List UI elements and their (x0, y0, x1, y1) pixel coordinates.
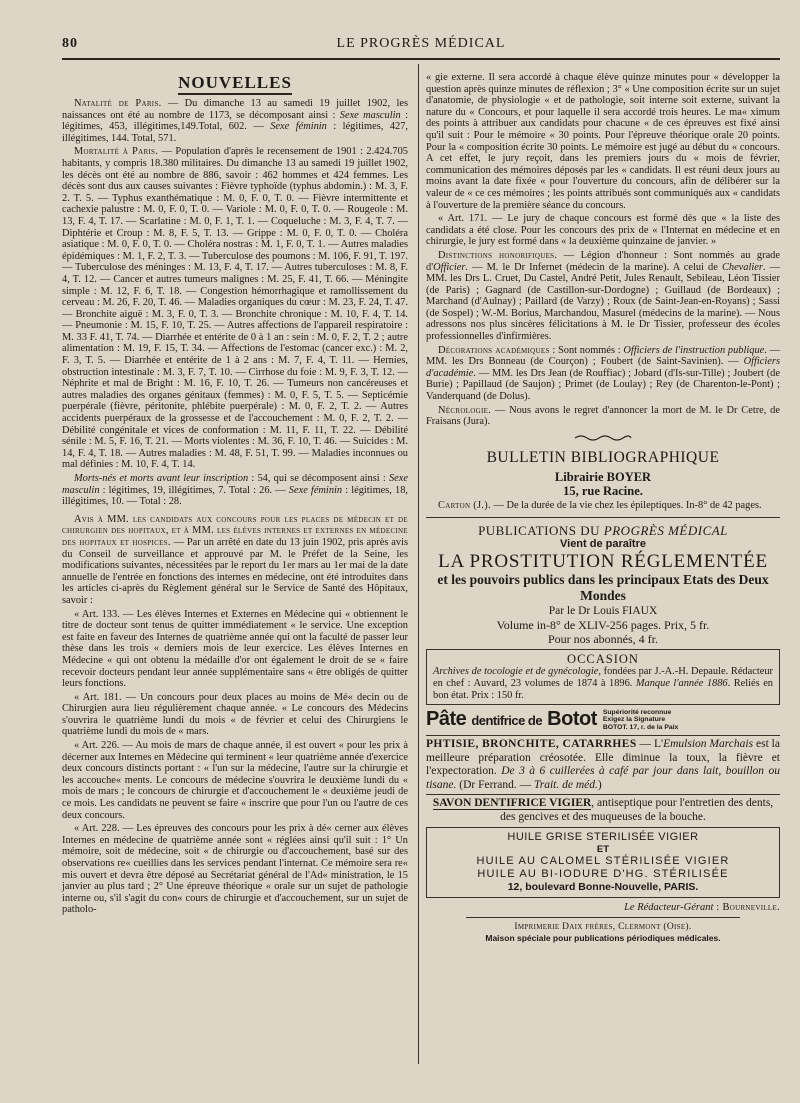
necrologie-paragraph: Nécrologie. — Nous avons le regret d'annoncer la mort de M. le Dr Cetre, de Fraisans (Jura). (426, 404, 780, 428)
article-181: « Art. 181. — Un concours pour deux places au moins de Mé« decin ou de Chirurgien aura lieu régulièrement chaque année. « Le concours des Médecins s'ouvrira le quatrième lundi du mois « de février et celui des Chirurgiens le quatrième lundi du mois de « mars. (62, 691, 408, 738)
rule (426, 794, 780, 795)
huile-line-3: HUILE AU CALOMEL STÉRILISÉE VIGIER (476, 855, 730, 867)
distinctions-paragraph: Distinctions honorifiques. — Légion d'honneur : Sont nommés au grade d'Officier. — M. le Dr Infernet (médecin de la marine). A celui de Chevalier. — MM. les Drs L. Cruet, Du Castel, André Petit, Jules Renault, Sebileau, Léon Tissier (de Paris) ; Gagnard (de Castillon-sur-Dordogne) ; Guillaud (de Bordeaux) ; Marchand (d'Aulnay) ; Paillard (de Varzy) ; Roux (de Saint-Jean-en-Royans) ; Sassi (de Sospel) ; W.-M. Borius, Marchandou, Masurel (médecins de la marine). — Nous adressons nos plus sincères félicitations à M. le Dr Tissier, professeur des écoles professionnelles d'infirmières. (426, 249, 780, 343)
imprimerie: Imprimerie Daix frères, Clermont (Oise). (514, 922, 692, 932)
occasion-box (426, 649, 780, 705)
mort-nes-paragraph: Morts-nés et morts avant leur inscription : 54, qui se décomposent ainsi : Sexe masculin : légitimes, 19, illégitimes, 7. Total : 26. — Sexe féminin : légitimes, 18, illégitimes, 10. — Total : 28. (62, 473, 409, 508)
botot-brand: Pâte dentifrice de Botot (426, 708, 597, 730)
huile-line-2: ET (596, 844, 610, 855)
avis-paragraph: Avis à MM. les candidats aux concours pour les places de médecin et de chirurgien des hopitaux, et à MM. les élèves internes et externes en médecine des hopitaux et hospices. — Par un arrêté en date du 13 juin 1902, pris après avis du Conseil de surveillance et approuvé par M. le Préfet de la Seine, les modifications suivantes, nécessitées par le report du 1er mars au 1er mai de la date annuelle de l'entrée en fonctions des internes en médecine, ont été introduites dans les articles ci-après du Règlement général sur le Service de Santé des Hôpitaux, savoir : (62, 513, 408, 606)
occasion-title: OCCASION (567, 652, 639, 666)
article-226: « Art. 226. — Au mois de mars de chaque année, il est ouvert « pour les prix à décerner aux Internes en Médecine qui terminent « leur quatrième année d'exercice deux concours distincts portant : « l'un sur la médecine, l'autre sur la chirurgie et les accouche« ments. Le concours de médecine s'ouvrira le deuxième lundi du « mois de mars ; le concours de chirurgie et d'accouchement le « deuxième jeudi de ce mois. Les candidats ne peuvent se faire « inscrire que pour l'un ou l'autre de ces deux concours. (62, 740, 408, 821)
huile-address: 12, boulevard Bonne-Nouvelle, PARIS. (507, 881, 699, 893)
ornament-icon (573, 434, 633, 442)
publications-heading: PUBLICATIONS DU PROGRÈS MÉDICAL (478, 523, 728, 538)
mortalite-paragraph: Mortalité à Paris. — Population d'après le recensement de 1901 : 2.424.705 habitants, y compris 18.380 militaires. Du dimanche 13 au samedi 19 juillet 1902, les décès ont été au nombre de 886, savoir : 462 hommes et 424 femmes. Les décès sont dus aux causes suivantes : Fièvre typhoïde (typhus abdomin.) : M. 3, F. 2. T. 5. — Typhus exanthématique : M. 0, F. 0, T. 0. — Fièvre intermittente et cachexie palustre : M. 0, F. 0, T. 0. — Variole : M. 0, F. 0, T. 0. — Rougeole : M. 13, F. 4, T. 17. — Scarlatine : M. 0, F. 1, T. 1. — Coqueluche : M. 3, F. 4, T. 7. — Diphtérie et Croup : M. 8, F. 5, T. 13. — Grippe : M. 0, F. 0, T. 0. — Choléra asiatique : M. 0, F. 0, T. 0. — Choléra nostras : M. 1, F. 0, T. 1. — Autres maladies épidémiques : M. 1, F. 2, T. 3. — Tuberculose des poumons : M. 106, F. 91, T. 197. — Tuberculose des méninges : M. 13, F. 4, T. 17. — Autres tuberculoses : M. 8, F. 4, T. 12. — Cancer et autres tumeurs malignes : M. 25, F. 41, T. 66. — Méningite simple : M. 12, F. 6, T. 18. — Congestion hémorrhagique et ramollissement du cerveau : M. 26, F. 20, T. 46. — Maladies organiques du cœur : M. 23, F. 24, T. 47. — Bronchite aiguë : M. 3, F. 0, T. 3. — Bronchite chronique : M. 10, F. 4, T. 14. — Pneumonie : M. 15, F. 10, T. 25. — Autres affections de l'appareil respiratoire : M. 33 F. 41, T. 74. — Diarrhée et entérite de 0 à 1 an : sein : M. 0, F. 2, T. 2 ; autre alimentation : M. 19, F. 15, T. 34. — Affections de l'estomac (cancer exc.) : M. 2, F. 3, T. 5. — Diarrhée et entérite de 1 à 2 ans : M. 7, F. 4, T. 11. — Hernies, obstruction intestinale : M. 3, F. 7, T. 10. — Cirrhose du foie : M. 9, F. 3, T. 12. — Néphrite et mal de Bright : M. 16, F. 10, T. 26. — Tumeurs non cancéreuses et autres maladies des organes génitaux (femmes) : M. 0, F. 5, T. 5. — Septicémie puerpérale (fièvre, péritonite, phlébite puerpérale) : M. 0, F. 2, T. 2. — Autres accidents puerpéraux de la grossesse et de l'accouchement : M. 0, F. 2, T. 2. — Débilité congénitale et vices de conformation : M. 11, F. 11, T. 22. — Débilité sénile : M. 5, F. 16, T. 21. — Morts violentes : M. 36, F. 10, T. 46. — Suicides : M. 14, F. 4, T. 18. — Autres maladies : M. 48, F. 51, T. 99. — Maladies inconnues ou mal définies : M. 10, F. 4, T. 14. (62, 146, 408, 471)
bulletin-title: BULLETIN BIBLIOGRAPHIQUE (486, 449, 720, 467)
phtisie-advert: PHTISIE, BRONCHITE, CATARRHES — L'Emulsion Marchais est la meilleure préparation créosotée. Elle diminue la toux, la fièvre et l'expectoration. De 3 à 6 cuillerées à café par jour dans lait, bouillon ou tisane. (Dr Ferrand. — Trait. de méd.) (426, 738, 780, 791)
left-column (62, 72, 408, 918)
huile-line-4: HUILE AU BI-IODURE D'HG. STÉRILISÉE (477, 868, 729, 880)
ornament-divider (426, 433, 780, 445)
rule (466, 917, 740, 918)
redacteur-gerant: Le Rédacteur-Gérant : Bourneville. (624, 902, 780, 913)
column-rule (418, 64, 419, 1064)
vient-de-paraitre: Vient de paraître (560, 538, 646, 550)
journal-title: LE PROGRÈS MÉDICAL (336, 36, 506, 51)
section-title: NOUVELLES (62, 74, 408, 92)
book-subtitle: et les pouvoirs publics dans les principaux Etats des Deux Mondes (437, 572, 769, 603)
article-171: « Art. 171. — Le jury de chaque concours est formé dès que « la liste des candidats a été close. Pour les concours des prix de « l'Internat en médecine et en chirurgie, le jury est formé dans « la deuxième quinzaine de janvier. » (426, 213, 780, 248)
occasion-text: Archives de tocologie et de gynécologie, fondées par J.-A.-H. Depaule. Rédacteur en chef : Auvard, 23 volumes de 1874 à 1896. Manque l'année 1886. Reliés en bon état. Prix : 150 fr. (433, 666, 774, 701)
huile-advert (426, 827, 780, 898)
article-228: « Art. 228. — Les épreuves des concours pour les prix à dé« cerner aux élèves Internes en médecine de quatrième année sont « réglées ainsi qu'il suit : 1° Un mémoire, soit de médecine, soit « de chirurgie ou d'accouchement, basé sur des observations re« cueillies dans les services pendant l'internat. Ce mémoire sera re« mis ouvert et devra être déposé au Secrétariat général de l'Ad« ministration, le 15 janvier au plus tard ; 2° Une épreuve théorique « orale sur un sujet de pathologie interne ou, s'il s'agit du con« cours de chirurgie et d'accouchement, sur un sujet de patholo- (62, 823, 408, 916)
article-228-continued: « gie externe. Il sera accordé à chaque élève quinze minutes pour « développer la question après quinze minutes de réflexion ; 3° « Une composition écrite sur un sujet d'anatomie, de physiologie « et de pathologie, soit interne soit externe, suivant la nature du « Concours, et pour laquelle il sera accordé trois heures. Le ma« ximum des points à attribuer aux candidats pour chacune « de ces épreuves est fixé ainsi qu'il suit : Pour le mémoire « 30 points. Pour l'épreuve théorique orale 20 points. Pour la « composition écrite 30 points. Le mémoire est jugé au début du « concours. A cet effet, le jury reçoit, dans les premiers jours du « mois de février, communication des mémoires déposés par les « candidats. Il est réuni deux jours au moins avant la date fixée « pour l'ouverture du concours, afin de délibérer sur la valeur de « ce ces mémoires ; les points attribués sont communiqués aux « candidats à l'ouverture de la première séance du concours. (426, 72, 780, 211)
librairie-name: Librairie BOYER (554, 470, 652, 485)
book-title: LA PROSTITUTION RÉGLEMENTÉE (438, 551, 768, 572)
decorations-paragraph: Décorations académiques : Sont nommés : Officiers de l'instruction publique. — MM. les Drs Bonneau (de Courçon) ; Foubert (de Saint-Savinien). — Officiers d'académie. — MM. les Drs Jean (de Rouffiac) ; Jobard (d'Is-sur-Tille) ; Joubert (de Burie) ; Papillaud (de Saujon) ; Primet (de Loulay) ; Rey (de Charenton-le-Pont) ; Vanderquand (de Dolus). (426, 344, 781, 403)
page-number: 80 (62, 36, 78, 51)
botot-side-text: Supériorité reconnue Exigez la Signature BOTOT. 17, r. de la Paix (602, 708, 679, 731)
book-subscriber-price: Pour nos abonnés, 4 fr. (548, 632, 658, 646)
bulletin-entry: Carton (J.). — De la durée de la vie chez les épileptiques. In-8° de 42 pages. (438, 500, 762, 512)
rule (426, 517, 780, 518)
right-column (426, 72, 780, 943)
huile-line-1: HUILE GRISE STERILISÉE VIGIER (507, 831, 699, 843)
book-volume: Volume in-8° de XLIV-256 pages. Prix, 5 fr. (496, 618, 710, 632)
maison-speciale: Maison spéciale pour publications périodiques médicales. (485, 933, 721, 943)
rule (426, 735, 780, 736)
header-rule (62, 58, 780, 60)
book-author: Par le Dr Louis FIAUX (548, 605, 658, 617)
article-133: « Art. 133. — Les élèves Internes et Externes en Médecine qui « obtiennent le titre de docteur sont tenus de quitter immédiatement « le service. Une exception est faite en faveur des Internes de quatrième année qui ont la faculté de passer leur thèse dans les trois « derniers mois de leur exercice. Les élèves Internes en Médecine « qui ont obtenu la médaille d'or ont également le droit de se « faire recevoir docteurs pendant leur année supplémentaire sans « être obligés de quitter leurs fonctions. (62, 608, 408, 690)
natalite-paragraph: Natalité de Paris. — Du dimanche 13 au samedi 19 juillet 1902, les naissances ont été au nombre de 1173, se décomposant ainsi : Sexe masculin : légitimes, 453, illégitimes,149.Total, 602. — Sexe féminin : légitimes, 427, illégitimes, 144. Total, 571. (62, 98, 409, 144)
botot-advert (426, 708, 780, 732)
page-header (62, 36, 780, 58)
librairie-address: 15, rue Racine. (563, 484, 643, 499)
savon-advert: SAVON DENTIFRICE VIGIER, antiseptique pour l'entretien des dents, des gencives et des muqueuses de la bouche. (432, 797, 774, 823)
